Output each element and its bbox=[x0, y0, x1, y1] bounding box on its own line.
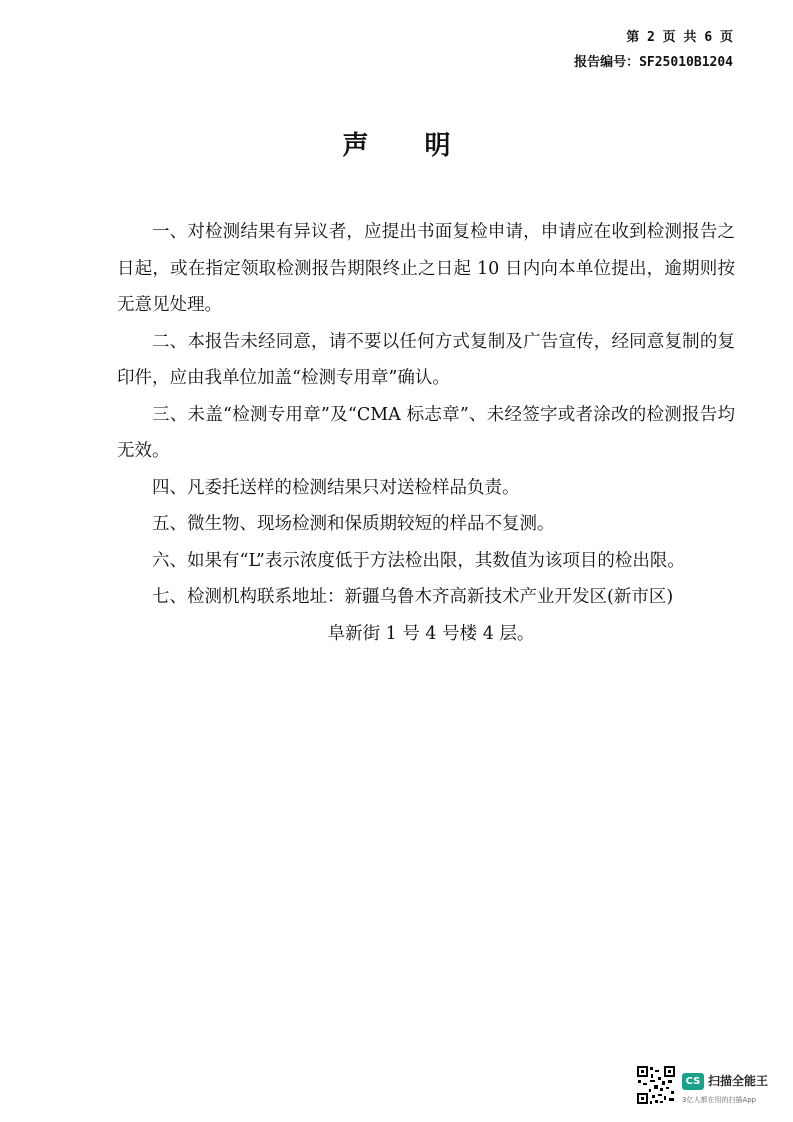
clause-7-address-line: 阜新街 1 号 4 号楼 4 层。 bbox=[327, 623, 535, 644]
page-number: 第 2 页 共 6 页 bbox=[626, 30, 733, 45]
camscanner-logo-icon: CS bbox=[682, 1073, 704, 1090]
clause-5: 五、微生物、现场检测和保质期较短的样品不复测。 bbox=[152, 514, 555, 534]
statement-body bbox=[117, 214, 735, 652]
clause-2: 二、本报告未经同意，请不要以任何方式复制及广告宣传，经同意复制的复印件，应由我单位加盖“检测专用章”确认。 bbox=[117, 331, 735, 388]
qr-code-icon bbox=[636, 1065, 676, 1105]
scanner-watermark bbox=[636, 1065, 781, 1110]
app-tagline: 3亿人都在用的扫描App bbox=[682, 1096, 757, 1104]
clause-7: 七、检测机构联系地址：新疆乌鲁木齐高新技术产业开发区(新市区) bbox=[152, 587, 674, 607]
clause-6: 六、如果有“L”表示浓度低于方法检出限，其数值为该项目的检出限。 bbox=[152, 550, 685, 571]
app-name: 扫描全能王 bbox=[708, 1074, 769, 1088]
clause-1: 一、对检测结果有异议者，应提出书面复检申请，申请应在收到检测报告之日起，或在指定领取检测报告期限终止之日起 10 日内向本单位提出，逾期则按无意见处理。 bbox=[117, 222, 735, 315]
clause-3: 三、未盖“检测专用章”及“CMA 标志章”、未经签字或者涂改的检测报告均无效。 bbox=[117, 404, 735, 461]
report-number: 报告编号：SF25010B1204 bbox=[574, 55, 733, 70]
page-title: 声明 bbox=[342, 131, 507, 161]
clause-4: 四、凡委托送样的检测结果只对送检样品负责。 bbox=[152, 477, 520, 498]
